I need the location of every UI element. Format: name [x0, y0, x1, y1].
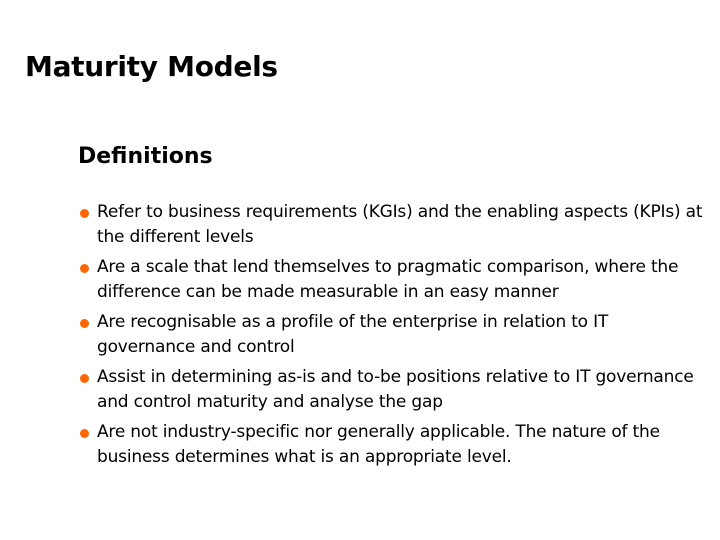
- slide-title: Maturity Models: [25, 50, 278, 83]
- bullet-dot-icon: [80, 374, 89, 383]
- definitions-list: [78, 200, 708, 475]
- bullet-text: Assist in determining as-is and to-be positions relative to IT governance and control maturity and analyse the gap: [97, 367, 694, 412]
- list-item: [78, 255, 708, 305]
- list-item: [78, 310, 708, 360]
- list-item: [78, 200, 708, 250]
- bullet-text: Are a scale that lend themselves to pragmatic comparison, where the difference can be made measurable in an easy manner: [97, 257, 679, 302]
- bullet-dot-icon: [80, 319, 89, 328]
- section-heading: Definitions: [78, 144, 213, 169]
- bullet-dot-icon: [80, 429, 89, 438]
- list-item: [78, 365, 708, 415]
- bullet-text: Refer to business requirements (KGIs) and the enabling aspects (KPIs) at the different levels: [97, 202, 703, 247]
- list-item: [78, 420, 708, 470]
- bullet-dot-icon: [80, 264, 89, 273]
- bullet-text: Are recognisable as a profile of the enterprise in relation to IT governance and control: [97, 312, 609, 357]
- bullet-text: Are not industry-specific nor generally applicable. The nature of the business determines what is an appropriate level.: [97, 422, 660, 467]
- bullet-dot-icon: [80, 209, 89, 218]
